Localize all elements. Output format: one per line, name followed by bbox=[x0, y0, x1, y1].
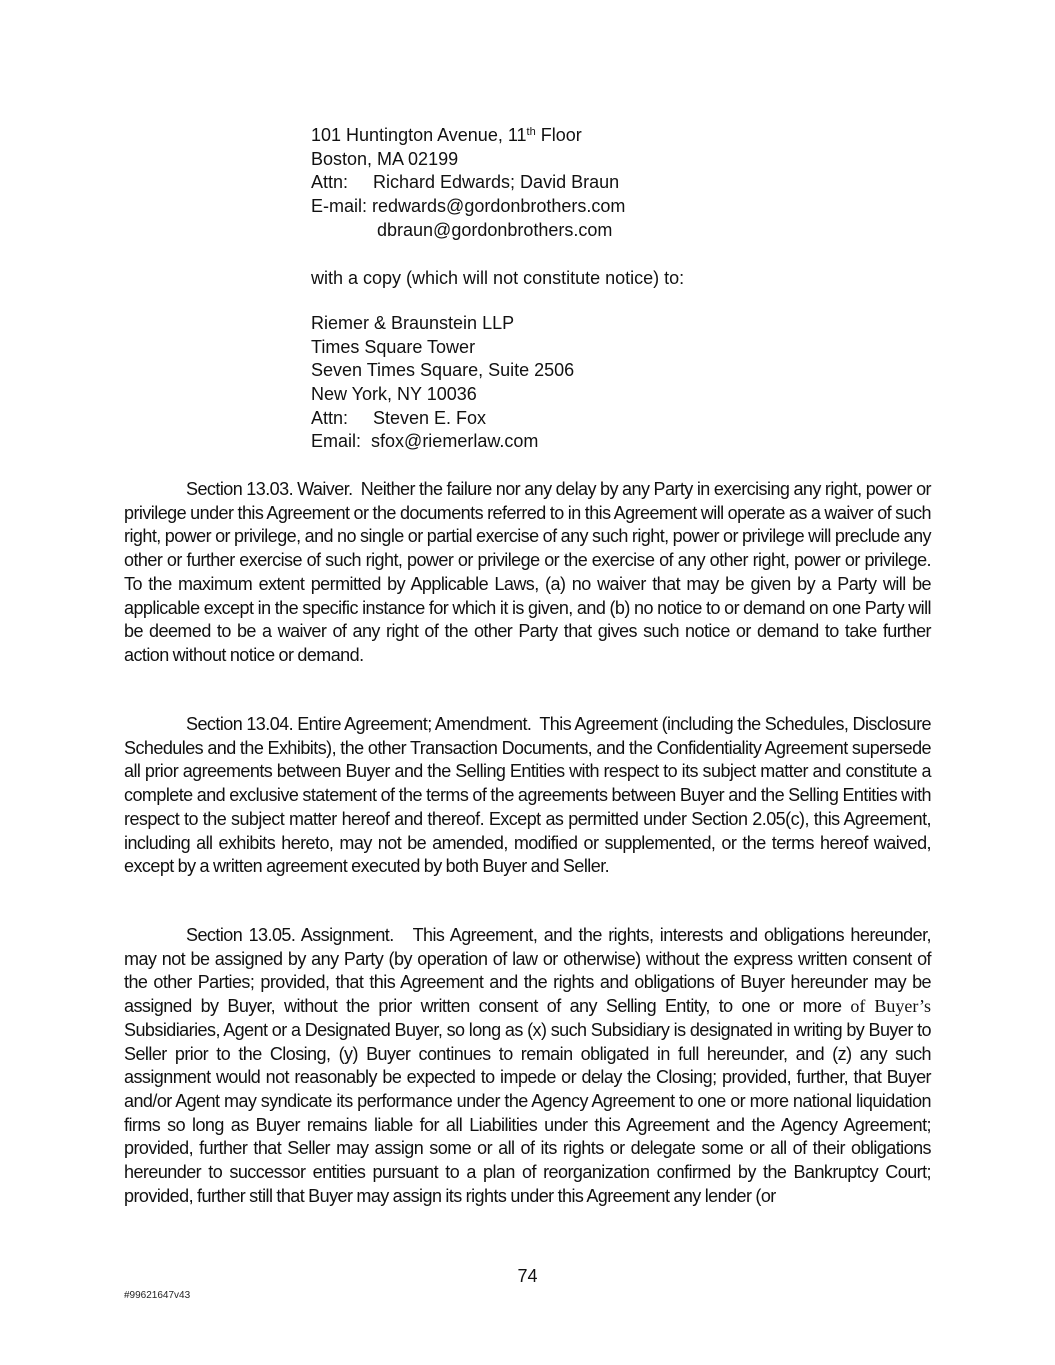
email-link-2[interactable]: dbraun@gordonbrothers.com bbox=[377, 219, 613, 240]
section-heading: Section 13.04. Entire Agreement; Amendment. bbox=[186, 714, 532, 734]
city-line: New York, NY 10036 bbox=[311, 384, 477, 405]
email-line bbox=[311, 430, 574, 454]
email-link-1[interactable]: redwards@gordonbrothers.com bbox=[372, 196, 626, 217]
section-13-05-assignment bbox=[124, 924, 931, 1208]
email-label: E-mail: bbox=[311, 196, 368, 217]
street-line: Seven Times Square, Suite 2506 bbox=[311, 360, 575, 381]
section-body: This Agreement (including the Schedules, Disclosure Schedules and the Exhibits), the other Transaction Documents, and the Confidentiality Agreement supersede all prior agreements between Buyer and the Selling Entities with respect to its subject matter and constitute a complete and exclusive statement of the terms of the agreements between Buyer and the Selling Entities with respect to the subject matter hereof and thereof. Except as permitted under Section 2.05(c), this Agreement, including all exhibits hereto, may not be amended, modified or supplemented, or the terms hereof waived, except by a written agreement executed by both Buyer and Seller. bbox=[124, 714, 932, 877]
section-heading: Section 13.03. Waiver. bbox=[186, 479, 353, 499]
attn-label: Attn: bbox=[311, 407, 349, 428]
email-line bbox=[311, 195, 625, 219]
email-line-2 bbox=[311, 219, 625, 243]
city-line: Boston, MA 02199 bbox=[311, 148, 459, 169]
attn-label: Attn: bbox=[311, 172, 349, 193]
section-heading: Section 13.05. Assignment. bbox=[186, 925, 394, 945]
street-line bbox=[311, 124, 625, 148]
attn-line bbox=[311, 171, 625, 195]
section-13-03-waiver bbox=[124, 478, 931, 668]
section-body-part-1: This Agreement, and the rights, interests and obligations hereunder, may not be assigned by any Party (by operation of law or otherwise) without the express written consent of the other Parties; provided, that this Agreement and the rights and obligations of Buyer hereunder may be assigned by Buyer, without the prior written consent of any Selling Entity, to one or more bbox=[124, 925, 931, 1017]
section-body: Neither the failure nor any delay by any Party in exercising any right, power or privilege under this Agreement or the documents referred to in this Agreement will operate as a waiver of such right, power or privilege, and no single or partial exercise of any such right, power or privilege will preclude any other or further exercise of such right, power or privilege or the exercise of any other right, power or privilege. To the maximum extent permitted by Applicable Laws, (a) no waiver that may be given by a Party will be applicable except in the specific instance for which it is given, and (b) no notice to or demand on one Party will be deemed to be a waiver of any right of the other Party that gives such notice or demand to take further action without notice or demand. bbox=[124, 479, 931, 665]
document-id: #99621647v43 bbox=[124, 1290, 191, 1301]
attn-value: Steven E. Fox bbox=[373, 407, 487, 428]
street-text: 101 Huntington Avenue, 11 bbox=[311, 125, 527, 145]
copy-notice: with a copy (which will not constitute notice) to: bbox=[311, 268, 685, 288]
building-name: Times Square Tower bbox=[311, 336, 476, 357]
section-body-part-2: Subsidiaries, Agent or a Designated Buyer, so long as (x) such Subsidiary is designated in writing by Buyer to Seller prior to the Closing, (y) Buyer continues to remain obligated in full hereunder, and (z) any such assignment would not reasonably be expected to impede or delay the Closing; provided, further, that Buyer and/or Agent may syndicate its performance under the Agency Agreement to one or more national liquidation firms so long as Buyer remains liable for all Liabilities under this Agreement and the Agency Agreement; provided, further that Seller may assign some or all of its rights or delegate some or all of their obligations hereunder to successor entities pursuant to a plan of reorganization confirmed by the Bankruptcy Court; provided, further still that Buyer may assign its rights under this Agreement any lender (or bbox=[124, 1019, 931, 1206]
notice-address-counsel bbox=[311, 312, 574, 454]
notice-address-buyer bbox=[311, 124, 625, 242]
floor-text: Floor bbox=[535, 125, 582, 145]
section-13-04-entire-agreement bbox=[124, 713, 931, 879]
page-number: 74 bbox=[517, 1266, 538, 1286]
email-link[interactable]: sfox@riemerlaw.com bbox=[371, 431, 539, 452]
firm-name: Riemer & Braunstein LLP bbox=[311, 313, 515, 333]
section-body-serif-run: of Buyer’s bbox=[850, 996, 931, 1017]
ordinal-suffix: th bbox=[526, 126, 536, 138]
attn-value: Richard Edwards; David Braun bbox=[373, 172, 620, 193]
email-label: Email: bbox=[311, 431, 362, 452]
attn-line bbox=[311, 407, 574, 431]
